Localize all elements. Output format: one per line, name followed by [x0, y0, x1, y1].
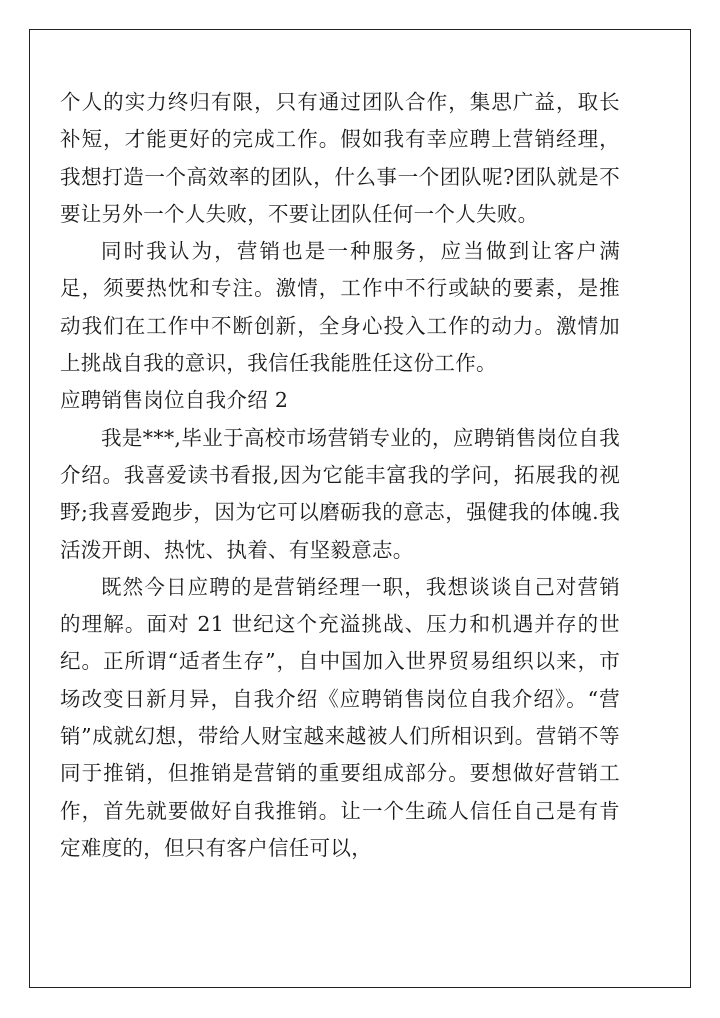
paragraph-4: 既然今日应聘的是营销经理一职，我想谈谈自己对营销的理解。面对 21 世纪这个充溢挑战、压力和机遇并存的世纪。正所谓“适者生存”，自中国加入世界贸易组织以来，市场改变日新月异，自我介绍《应聘销售岗位自我介绍》。“营销”成就幻想，带给人财宝越来越被人们所相识到。营销不等同于推销，但推销是营销的重要组成部分。要想做好营销工作，首先就要做好自我推销。让一个生疏人信任自己是有肯定难度的，但只有客户信任可以， [60, 574, 620, 860]
paragraph-3: 我是***,毕业于高校市场营销专业的，应聘销售岗位自我介绍。我喜爱读书看报,因为它能丰富我的学问，拓展我的视野;我喜爱跑步，因为它可以磨砺我的意志，强健我的体魄.我活泼开朗、热忱、执着、有坚毅意志。 [60, 425, 620, 562]
section-heading: 应聘销售岗位自我介绍 2 [60, 388, 289, 413]
paragraph-1: 个人的实力终归有限，只有通过团队合作，集思广益，取长补短，才能更好的完成工作。假如我有幸应聘上营销经理，我想打造一个高效率的团队，什么事一个团队呢?团队就是不要让另外一个人失败，不要让团队任何一个人失败。 [60, 90, 620, 226]
document-body [60, 84, 620, 867]
paragraph-2: 同时我认为，营销也是一种服务，应当做到让客户满足，须要热忱和专注。激情，工作中不行或缺的要素，是推动我们在工作中不断创新，全身心投入工作的动力。激情加上挑战自我的意识，我信任我能胜任这份工作。 [60, 239, 620, 376]
